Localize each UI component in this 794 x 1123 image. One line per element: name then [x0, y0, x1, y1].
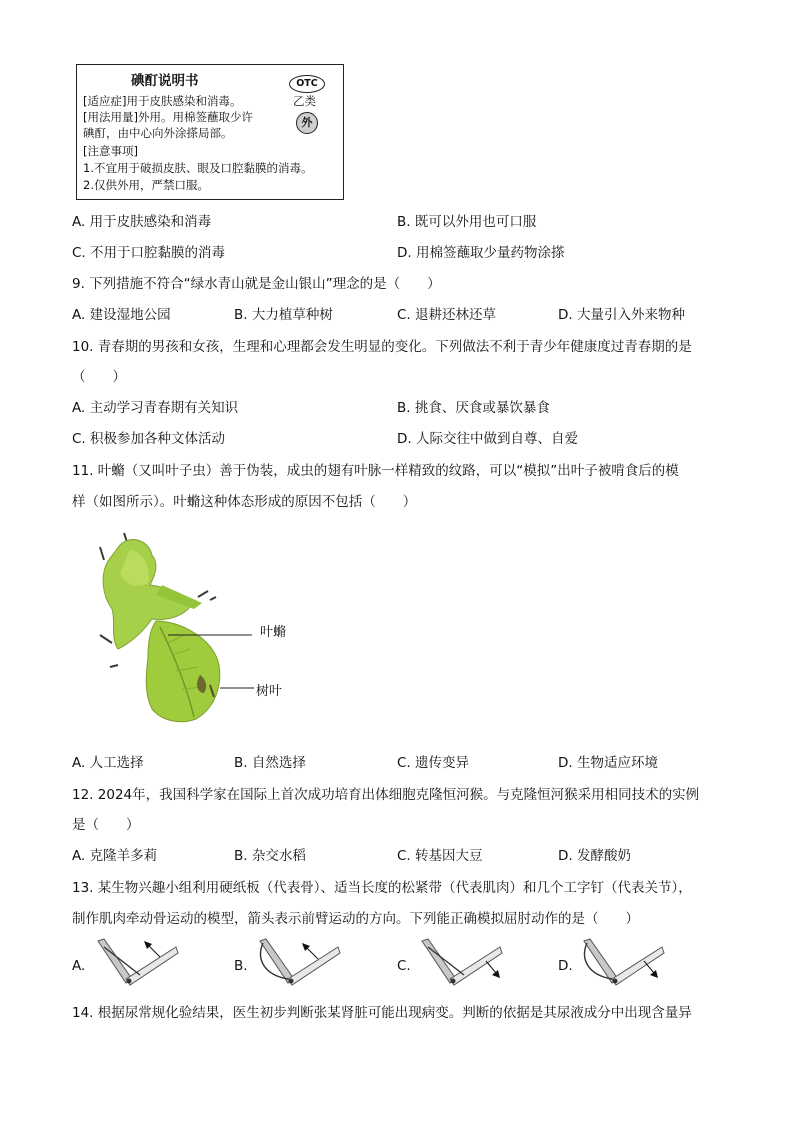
q8-option-c[interactable]: C. 不用于口腔黏膜的消毒	[72, 245, 226, 261]
q8-option-a[interactable]: A. 用于皮肤感染和消毒	[72, 214, 212, 230]
figure-label-insect: 叶䗛	[260, 625, 287, 640]
upper-arm-bone	[422, 939, 456, 983]
q13-stem-line1: 13. 某生物兴趣小组利用硬纸板（代表骨）、适当长度的松紧带（代表肌肉）和几个工字钉（代表关节），	[72, 880, 692, 896]
joint-pin	[289, 979, 294, 984]
insect-claw	[198, 591, 208, 597]
q13-option-b-label[interactable]: B.	[234, 958, 248, 974]
q11-stem-line1: 11. 叶䗛（又叫叶子虫）善于伪装，成虫的翅有叶脉一样精致的纹路，可以“模拟”出叶子被啃食后的模	[72, 463, 679, 479]
q9-option-a[interactable]: A. 建设湿地公园	[72, 307, 171, 323]
q12-option-c[interactable]: C. 转基因大豆	[397, 848, 483, 864]
q13-option-a-label[interactable]: A.	[72, 958, 86, 974]
q10-option-b[interactable]: B. 挑食、厌食或暴饮暴食	[397, 400, 550, 416]
q11-option-b[interactable]: B. 自然选择	[234, 755, 306, 771]
label-line: [注意事项]	[83, 144, 138, 158]
joint-pin	[613, 979, 618, 984]
q14-stem-line1: 14. 根据尿常规化验结果，医生初步判断张某肾脏可能出现病变。判断的依据是其尿液成分中出现含量异	[72, 1005, 692, 1021]
q9-stem: 9. 下列措施不符合“绿水青山就是金山银山”理念的是（ ）	[72, 276, 441, 292]
q10-stem-line2: （ ）	[72, 369, 126, 385]
leaf-abdomen	[146, 621, 220, 722]
q10-option-a[interactable]: A. 主动学习青春期有关知识	[72, 400, 239, 416]
upper-arm-bone	[98, 939, 132, 983]
q9-option-d[interactable]: D. 大量引入外来物种	[558, 307, 685, 323]
joint-pin	[451, 979, 456, 984]
figure-label-leaf: 树叶	[256, 684, 283, 699]
q13-option-c-label[interactable]: C.	[397, 958, 411, 974]
drug-label-box	[76, 64, 344, 200]
q13-option-b-figure[interactable]	[254, 935, 344, 991]
label-line: [用法用量]外用。用棉签蘸取少许	[83, 110, 253, 124]
q13-option-d-label[interactable]: D.	[558, 958, 573, 974]
q11-option-d[interactable]: D. 生物适应环境	[558, 755, 658, 771]
arrow-head	[650, 970, 658, 978]
q13-option-c-figure[interactable]	[416, 935, 506, 991]
arrow-shaft	[486, 961, 496, 973]
arrow-shaft	[306, 947, 318, 959]
q11-option-c[interactable]: C. 遗传变异	[397, 755, 470, 771]
label-line: [适应症]用于皮肤感染和消毒。	[83, 94, 242, 108]
otc-badge: OTC	[289, 75, 325, 93]
q12-option-a[interactable]: A. 克隆羊多莉	[72, 848, 158, 864]
q9-option-b[interactable]: B. 大力植草种树	[234, 307, 333, 323]
q12-stem-line2: 是（ ）	[72, 817, 140, 833]
q11-option-a[interactable]: A. 人工选择	[72, 755, 144, 771]
joint-pin	[127, 979, 132, 984]
drug-label-title: 碘酊说明书	[131, 73, 199, 89]
q13-stem-line2: 制作肌肉牵动骨运动的模型，箭头表示前臂运动的方向。下列能正确模拟屈肘动作的是（ ）	[72, 911, 639, 927]
arrow-head	[492, 970, 500, 978]
label-line: 2.仅供外用，严禁口服。	[83, 178, 209, 192]
q11-stem-line2: 样（如图所示）。叶䗛这种体态形成的原因不包括（ ）	[72, 494, 417, 510]
forearm-bone	[126, 947, 178, 985]
q8-option-b[interactable]: B. 既可以外用也可口服	[397, 214, 537, 230]
q12-stem-line1: 12. 2024年，我国科学家在国际上首次成功培育出体细胞克隆恒河猴。与克隆恒河猴采用相同技术的实例	[72, 787, 700, 803]
q10-option-c[interactable]: C. 积极参加各种文体活动	[72, 431, 226, 447]
arrow-shaft	[148, 945, 160, 957]
q12-option-b[interactable]: B. 杂交水稻	[234, 848, 306, 864]
external-use-mark: 外	[296, 112, 318, 134]
q12-option-d[interactable]: D. 发酵酸奶	[558, 848, 631, 864]
q13-option-d-figure[interactable]	[578, 935, 668, 991]
otc-category: 乙类	[293, 94, 316, 108]
q9-option-c[interactable]: C. 退耕还林还草	[397, 307, 497, 323]
forearm-bone	[450, 947, 502, 985]
q10-option-d[interactable]: D. 人际交往中做到自尊、自爱	[397, 431, 578, 447]
forearm-bone	[288, 947, 340, 985]
label-line: 碘酊，由中心向外涂搽局部。	[83, 126, 233, 140]
q13-option-a-figure[interactable]	[92, 935, 182, 991]
q10-stem-line1: 10. 青春期的男孩和女孩，生理和心理都会发生明显的变化。下列做法不利于青少年健康度过青春期的是	[72, 339, 692, 355]
label-line: 1.不宜用于破损皮肤、眼及口腔黏膜的消毒。	[83, 161, 313, 175]
q8-option-d[interactable]: D. 用棉签蘸取少量药物涂搽	[397, 245, 565, 261]
forearm-bone	[612, 947, 664, 985]
